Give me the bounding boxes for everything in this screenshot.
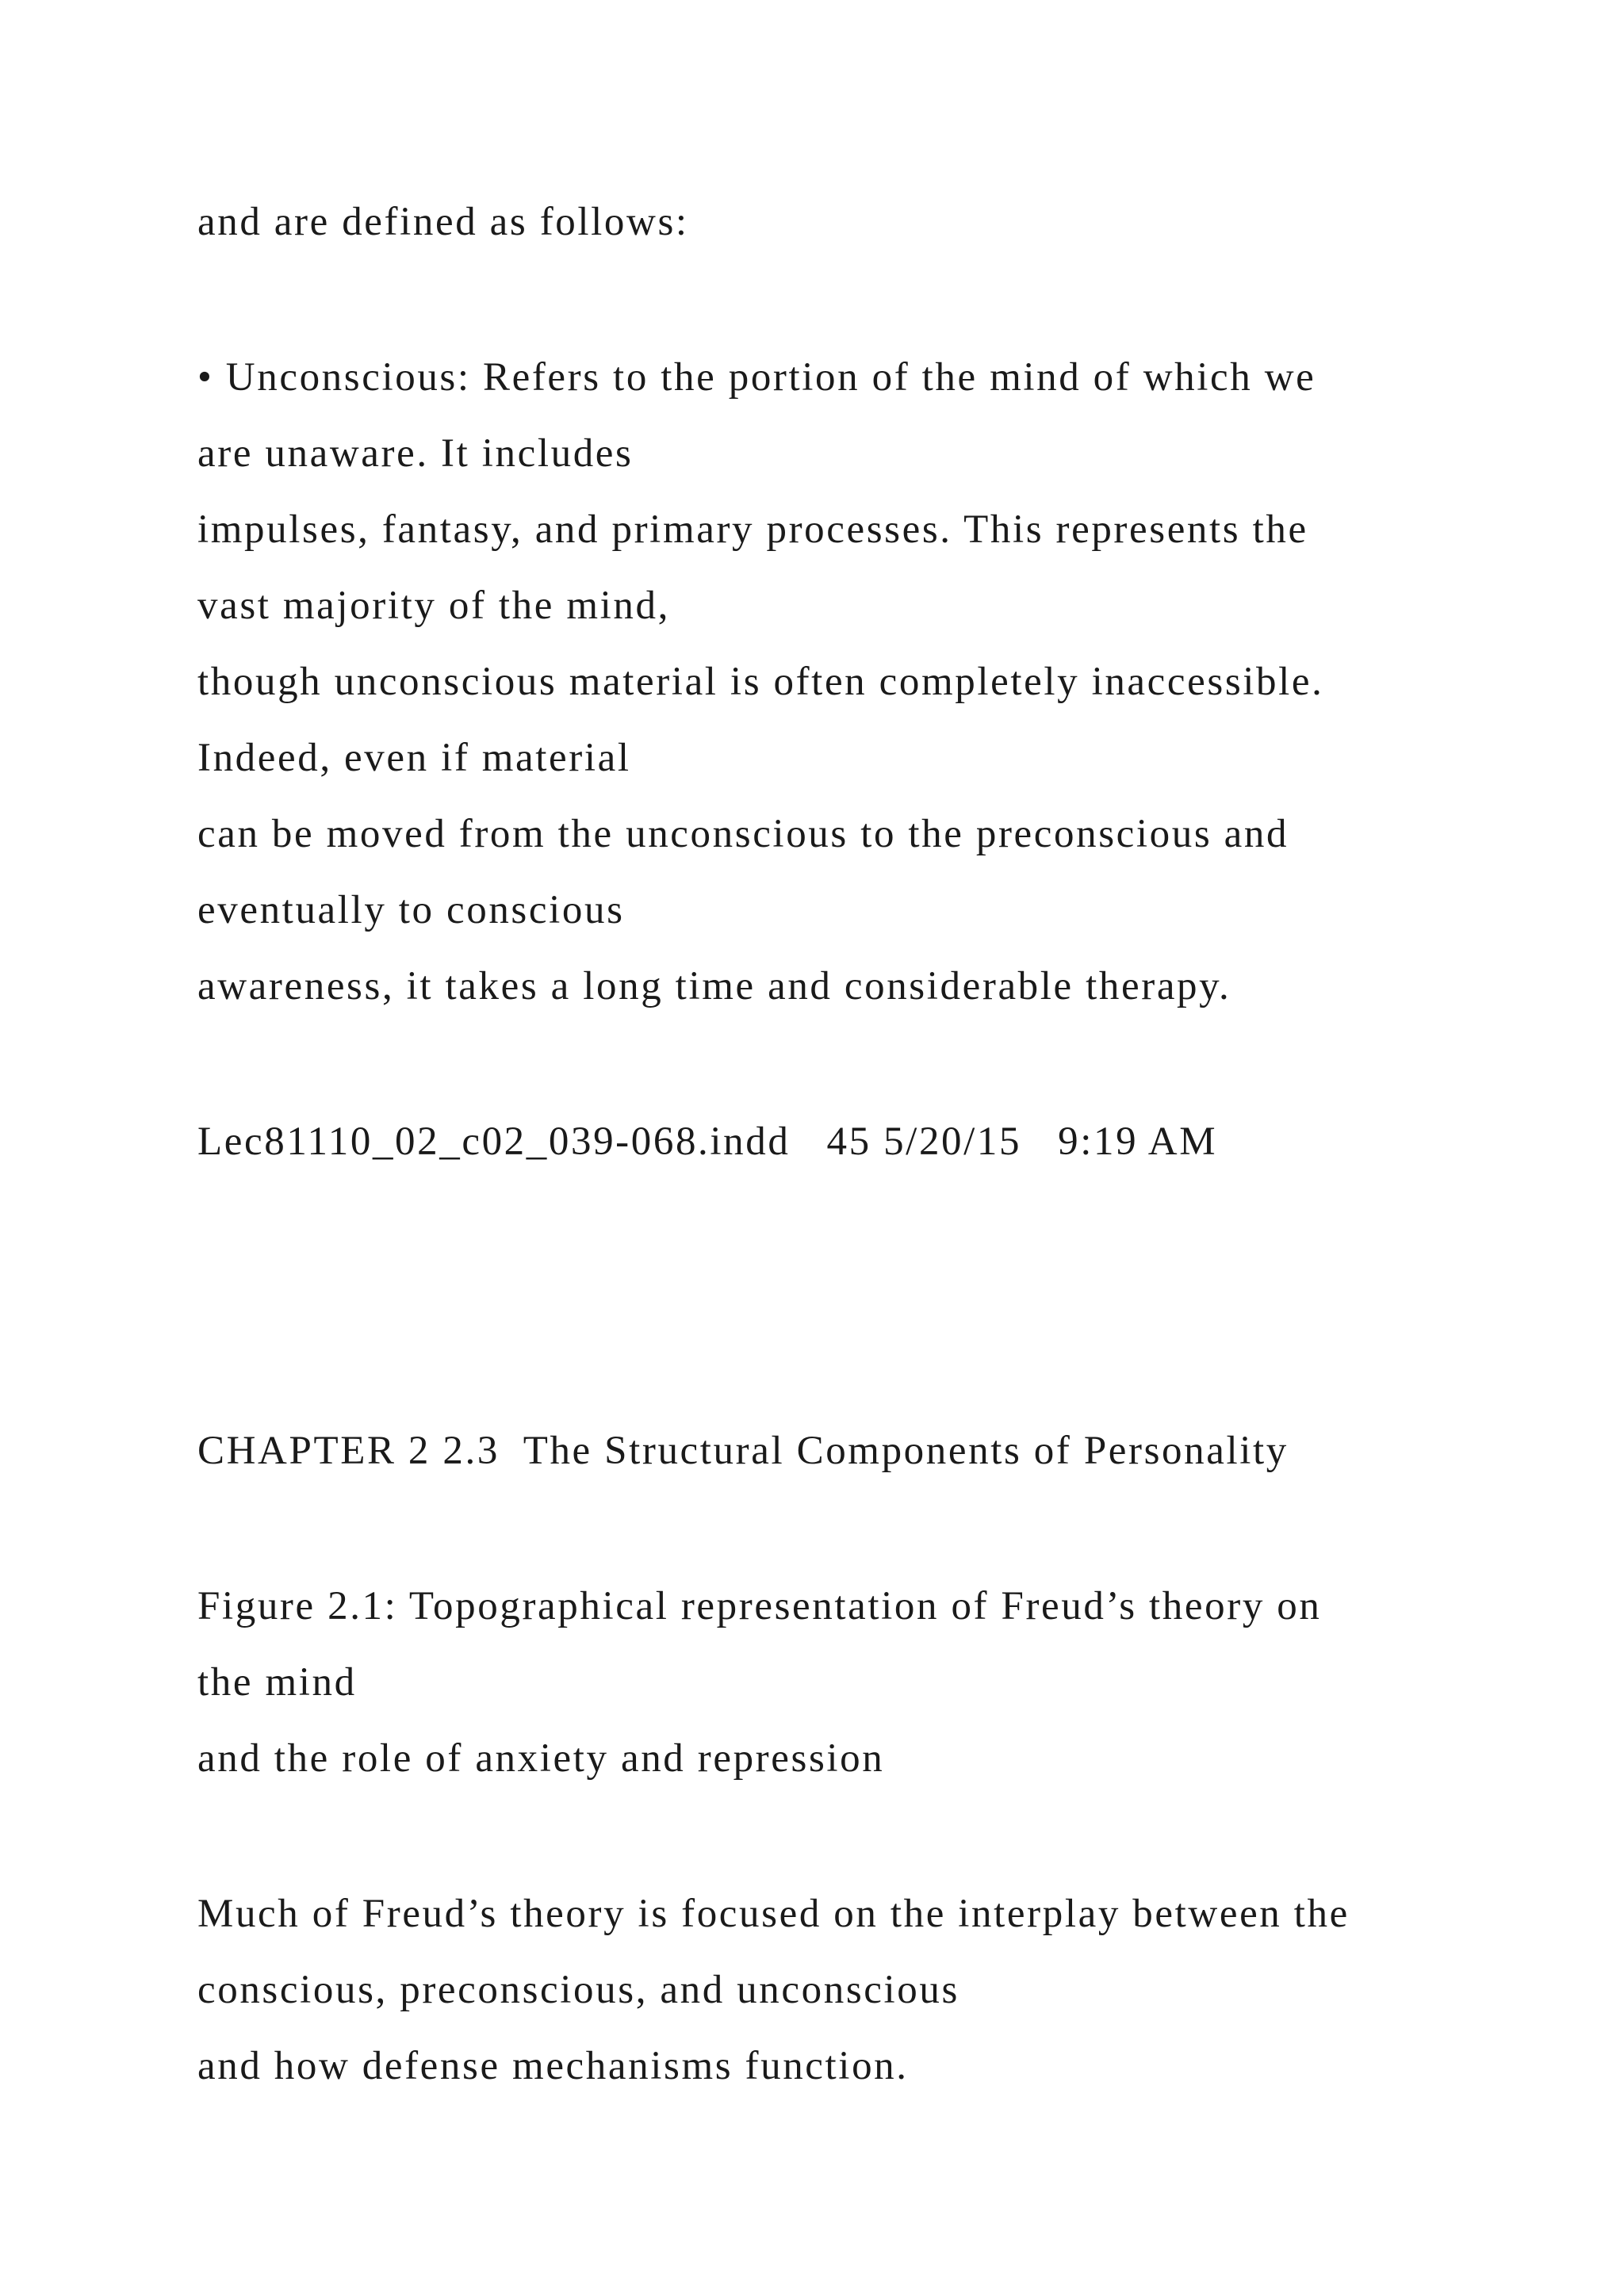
- paragraph-line: though unconscious material is often completely inaccessible.: [197, 660, 1324, 704]
- paragraph-line: can be moved from the unconscious to the preconscious and: [197, 812, 1289, 856]
- paragraph-line: awareness, it takes a long time and considerable therapy.: [197, 964, 1231, 1008]
- paragraph-line: Much of Freud’s theory is focused on the interplay between the: [197, 1892, 1350, 1936]
- intro-line: and are defined as follows:: [197, 200, 689, 244]
- chapter-header: CHAPTER 2 2.3 The Structural Components of Personality: [197, 1429, 1289, 1473]
- paragraph-line: vast majority of the mind,: [197, 584, 670, 628]
- paragraph-line: • Unconscious: Refers to the portion of the mind of which we: [197, 355, 1316, 400]
- caption-line: and the role of anxiety and repression: [197, 1736, 885, 1781]
- paragraph-line: Indeed, even if material: [197, 736, 631, 780]
- paragraph-line: are unaware. It includes: [197, 431, 634, 476]
- file-slug: Lec81110_02_c02_039-068.indd 45 5/20/15 9:19 AM: [197, 1119, 1218, 1164]
- paragraph-line: and how defense mechanisms function.: [197, 2044, 909, 2088]
- paragraph-line: eventually to conscious: [197, 888, 625, 932]
- caption-line: Figure 2.1: Topographical representation of Freud’s theory on: [197, 1584, 1322, 1628]
- caption-line: the mind: [197, 1660, 357, 1705]
- paragraph-line: conscious, preconscious, and unconscious: [197, 1968, 959, 2012]
- paragraph-line: impulses, fantasy, and primary processes. This represents the: [197, 507, 1308, 552]
